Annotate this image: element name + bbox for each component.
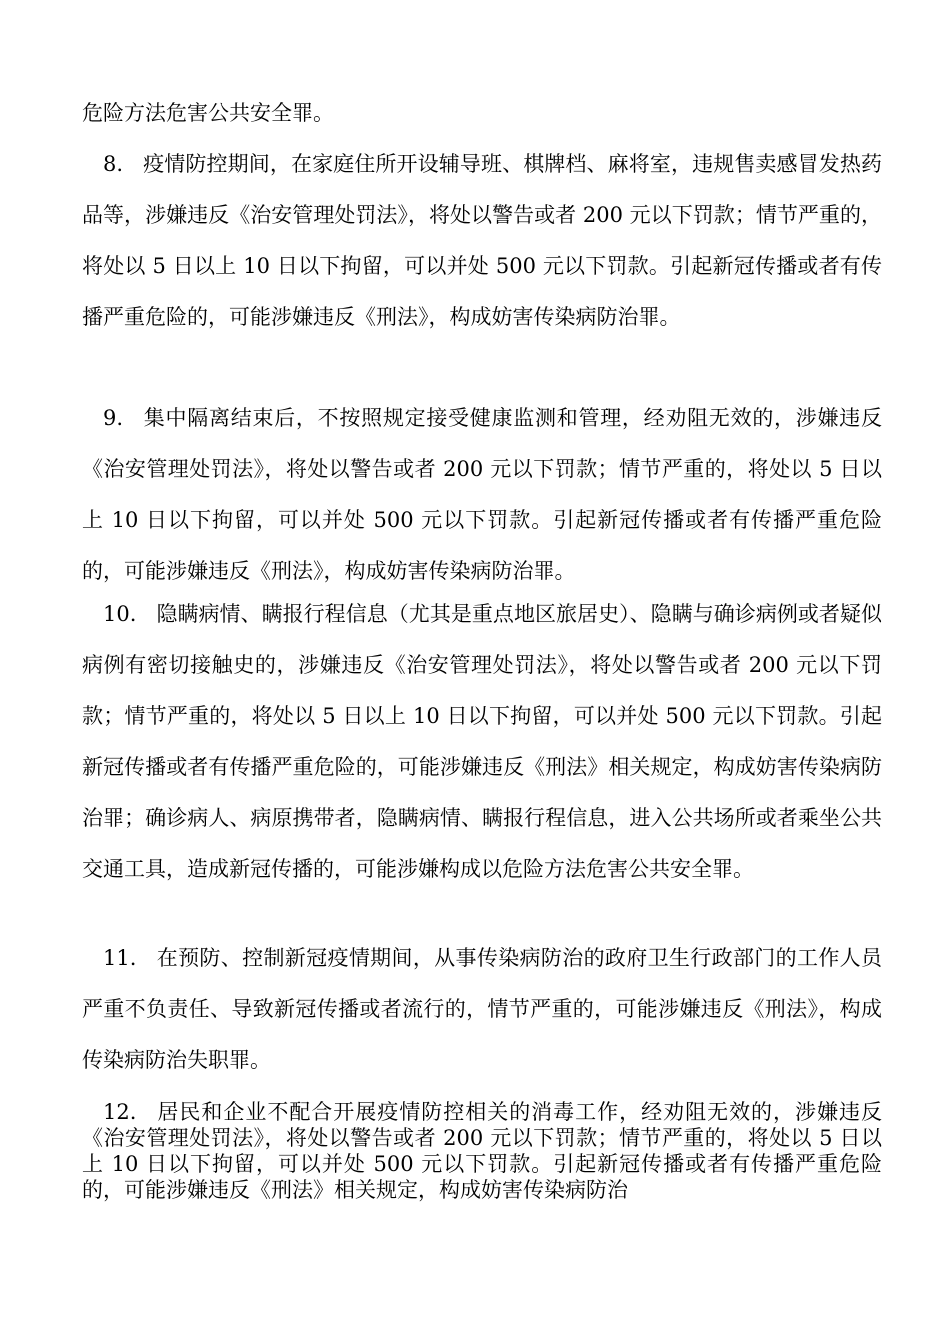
paragraph-item-11 bbox=[82, 933, 882, 1086]
paragraph-item-9 bbox=[82, 393, 882, 597]
paragraph-text: 居民和企业不配合开展疫情防控相关的消毒工作，经劝阻无效的，涉嫌违反《治安管理处罚法》，将处以警告或者 200 元以下罚款；情节严重的，将处以 5 日以上 10 日以下拘留，可以并处 500 元以下罚款。引起新冠传播或者有传播严重危险的，可能涉嫌违反《刑法》相关规定，构成妨害传染病防治 bbox=[82, 1100, 882, 1202]
item-number: 10. bbox=[103, 602, 137, 626]
paragraph-text: 危险方法危害公共安全罪。 bbox=[82, 101, 334, 125]
paragraph-text: 隐瞒病情、瞒报行程信息（尤其是重点地区旅居史）、隐瞒与确诊病例或者疑似病例有密切接触史的，涉嫌违反《治安管理处罚法》，将处以警告或者 200 元以下罚款；情节严重的，将处以 5 日以上 10 日以下拘留，可以并处 500 元以下罚款。引起新冠传播或者有传播严重危险的，可能涉嫌违反《刑法》相关规定，构成妨害传染病防治罪；确诊病人、病原携带者，隐瞒病情、瞒报行程信息，进入公共场所或者乘坐公共交通工具，造成新冠传播的，可能涉嫌构成以危险方法危害公共安全罪。 bbox=[82, 602, 882, 881]
paragraph-item-12 bbox=[82, 1099, 882, 1203]
item-number: 8. bbox=[103, 152, 124, 176]
paragraph-text: 集中隔离结束后，不按照规定接受健康监测和管理，经劝阻无效的，涉嫌违反《治安管理处罚法》，将处以警告或者 200 元以下罚款；情节严重的，将处以 5 日以上 10 日以下拘留，可以并处 500 元以下罚款。引起新冠传播或者有传播严重危险的，可能涉嫌违反《刑法》，构成妨害传染病防治罪。 bbox=[82, 406, 882, 583]
paragraph-continuation bbox=[82, 88, 882, 139]
item-number: 11. bbox=[103, 946, 137, 970]
item-number: 12. bbox=[103, 1100, 137, 1124]
paragraph-item-8 bbox=[82, 139, 882, 343]
item-number: 9. bbox=[103, 406, 124, 430]
paragraph-text: 在预防、控制新冠疫情期间，从事传染病防治的政府卫生行政部门的工作人员严重不负责任、导致新冠传播或者流行的，情节严重的，可能涉嫌违反《刑法》，构成传染病防治失职罪。 bbox=[82, 946, 882, 1072]
paragraph-item-10 bbox=[82, 589, 882, 895]
paragraph-text: 疫情防控期间，在家庭住所开设辅导班、棋牌档、麻将室，违规售卖感冒发热药品等，涉嫌违反《治安管理处罚法》，将处以警告或者 200 元以下罚款；情节严重的，将处以 5 日以上 10 日以下拘留，可以并处 500 元以下罚款。引起新冠传播或者有传播严重危险的，可能涉嫌违反《刑法》，构成妨害传染病防治罪。 bbox=[82, 152, 882, 329]
